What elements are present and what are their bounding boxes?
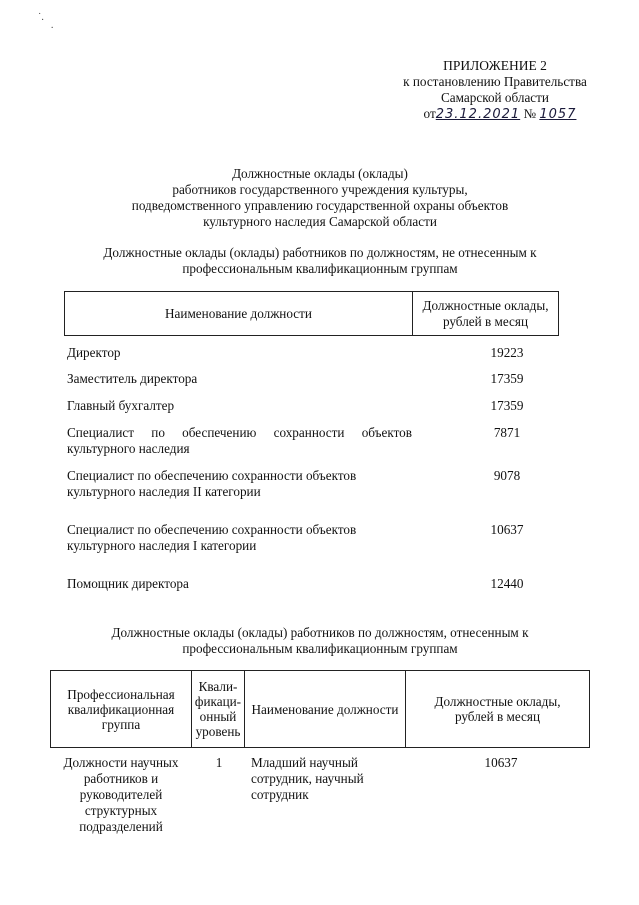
header-level: [192, 671, 245, 748]
title-line2: работников государственного учреждения культуры,: [172, 182, 468, 197]
header-group-line2: квалификационная: [67, 701, 175, 717]
position-name: [251, 755, 411, 803]
document-title: [60, 166, 580, 230]
appendix-line2: Самарской области: [441, 90, 549, 105]
appendix-header: [380, 58, 610, 123]
scan-specks: ˙. ·: [38, 12, 54, 34]
header-position: Наименование должности: [65, 292, 413, 336]
header-level-line1: Квали-: [198, 679, 238, 694]
salary-value: 19223: [490, 345, 524, 360]
position-name: Специалист по обеспечению сохранности объектов: [67, 425, 412, 440]
position-name: Помощник директора: [67, 576, 189, 591]
header-salary-line2: рублей в месяц: [442, 313, 529, 329]
header-group-line1: Профессиональная: [67, 686, 175, 702]
title-line3: подведомственного управлению государственной охраны объектов: [131, 198, 509, 213]
number-value: 1057: [539, 107, 577, 122]
section1-heading-line2: профессиональным квалификационным группам: [182, 261, 458, 276]
position-name: Главный бухгалтер: [67, 398, 175, 413]
position-name: Специалист по обеспечению сохранности объектов: [67, 468, 357, 483]
section2-heading-line1: Должностные оклады (оклады) работников по должностям, отнесенным к: [111, 625, 529, 640]
header-salary: [413, 292, 559, 336]
position-name-cont: культурного наследия: [67, 441, 190, 456]
section1-heading: [60, 245, 580, 277]
salary-value: 12440: [490, 576, 524, 591]
salary-value: 17359: [490, 371, 524, 386]
group-name: [50, 755, 192, 835]
position-line2: сотрудник, научный: [251, 771, 364, 786]
group-line1: Должности научных: [63, 755, 179, 770]
section1-heading-line1: Должностные оклады (оклады) работников по должностям, не отнесенным к: [103, 245, 537, 260]
date-prefix: от: [423, 106, 436, 121]
group-line5: подразделений: [79, 819, 163, 834]
position-line3: сотрудник: [251, 787, 309, 802]
header-group-line3: группа: [101, 716, 141, 732]
header-group: [51, 671, 192, 748]
salary-value: 10637: [490, 522, 524, 537]
salary-value: 7871: [493, 425, 521, 440]
position-name: Заместитель директора: [67, 371, 198, 386]
group-line3: руководителей: [79, 787, 163, 802]
header-level-line4: уровень: [195, 724, 241, 739]
position-name-block: [67, 468, 412, 500]
level-value: 1: [215, 755, 223, 770]
section2-heading: [60, 625, 580, 657]
salary-value: 9078: [493, 468, 521, 483]
header-salary-line1: Должностные оклады,: [422, 297, 549, 313]
appendix-line1: к постановлению Правительства: [403, 74, 587, 89]
header-level-line3: онный: [199, 709, 237, 724]
header-salary-line2: рублей в месяц: [454, 709, 541, 724]
position-name: Специалист по обеспечению сохранности объектов: [67, 522, 357, 537]
header-level-line2: фикаци-: [194, 694, 242, 709]
appendix-date-line: [390, 106, 610, 123]
title-line1: Должностные оклады (оклады): [232, 166, 408, 181]
title-line4: культурного наследия Самарской области: [203, 214, 437, 229]
section2-heading-line2: профессиональным квалификационным группам: [182, 641, 458, 656]
header-salary-line1: Должностные оклады,: [434, 694, 561, 709]
position-name: Директор: [67, 345, 121, 360]
group-line2: работников и: [83, 771, 159, 786]
position-line1: Младший научный: [251, 755, 358, 770]
position-name-block: [67, 522, 412, 554]
appendix-title: ПРИЛОЖЕНИЕ 2: [443, 58, 547, 73]
section1-table-header: [64, 291, 559, 336]
header-salary: [406, 671, 590, 748]
position-name-block: [67, 425, 412, 457]
salary-value: 17359: [490, 398, 524, 413]
group-line4: структурных: [84, 803, 158, 818]
section2-table-header: [50, 670, 590, 748]
date-value: 23.12.2021: [435, 107, 521, 122]
salary-value: 10637: [484, 755, 518, 770]
position-name-cont: культурного наследия II категории: [67, 484, 261, 499]
position-name-cont: культурного наследия I категории: [67, 538, 257, 553]
header-position: Наименование должности: [245, 671, 406, 748]
number-prefix: №: [523, 106, 537, 121]
